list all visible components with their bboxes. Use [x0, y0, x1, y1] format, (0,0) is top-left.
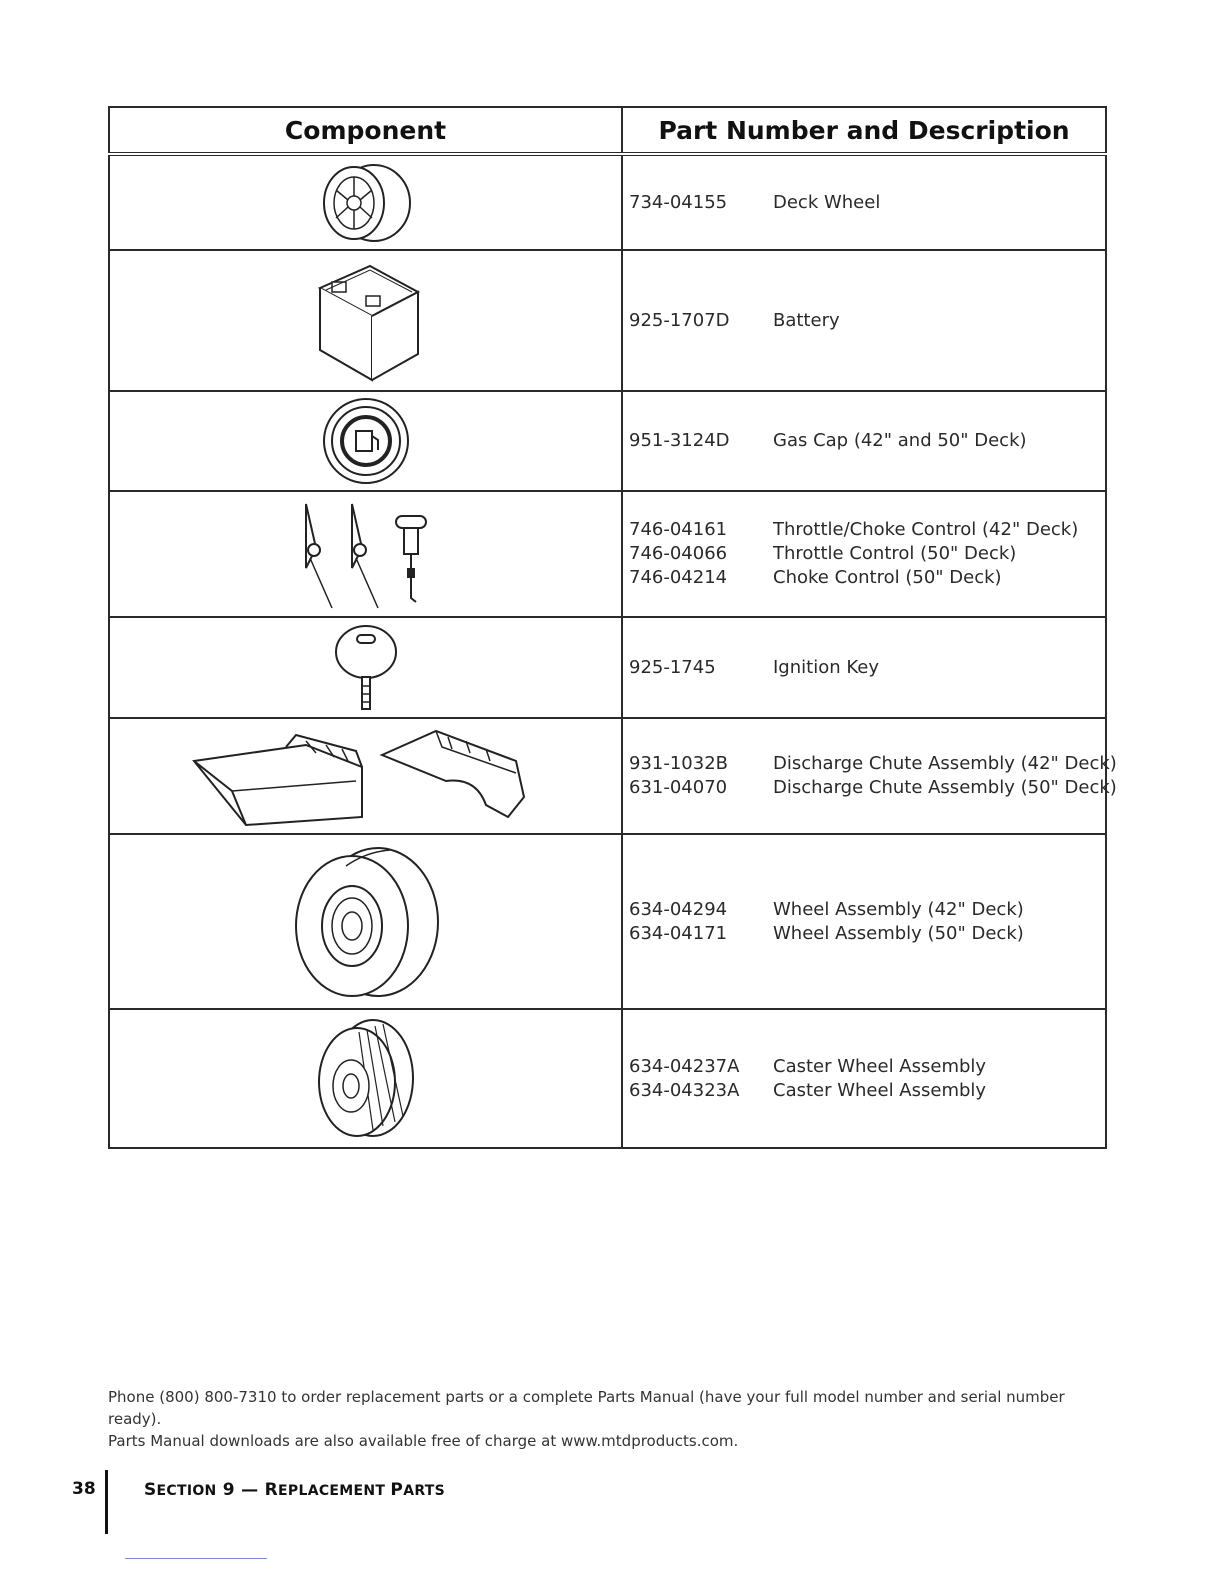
part-description: Throttle Control (50" Deck): [773, 543, 1017, 564]
part-line: [629, 518, 1105, 542]
table-header-row: [109, 107, 1106, 154]
table-row: [109, 250, 1106, 391]
description-cell: [622, 250, 1106, 391]
component-cell: [109, 250, 622, 391]
part-line: [629, 752, 1117, 776]
section-title-part: S: [144, 1480, 157, 1500]
component-cell: [109, 834, 622, 1009]
parts-table: [108, 106, 1117, 1149]
throttle-choke-control-icon: [286, 498, 446, 610]
part-number: 634-04294: [629, 898, 728, 920]
part-description: Throttle/Choke Control (42" Deck): [773, 519, 1079, 540]
section-title-part: EPLACEMENT: [278, 1483, 386, 1499]
component-cell: [109, 154, 622, 250]
table-row: [109, 391, 1106, 491]
component-cell: [109, 491, 622, 617]
part-line: [629, 776, 1117, 800]
part-description: Gas Cap (42" and 50" Deck): [773, 430, 1027, 451]
table-row: [109, 154, 1106, 250]
part-number: 634-04237A: [629, 1055, 740, 1077]
description-cell: [622, 391, 1106, 491]
part-description: Discharge Chute Assembly (42" Deck): [773, 753, 1117, 774]
part-number: 746-04066: [629, 543, 728, 564]
description-cell: [622, 1009, 1106, 1148]
part-number: 746-04214: [629, 567, 728, 588]
section-title-part: ECTION: [156, 1483, 217, 1499]
component-cell: [109, 718, 622, 834]
part-description: Caster Wheel Assembly: [773, 1079, 987, 1101]
part-line: [629, 191, 1105, 215]
ignition-key-icon: [331, 622, 401, 714]
table-row: [109, 834, 1106, 1009]
part-number: 925-1707D: [629, 309, 730, 331]
part-number: 634-04171: [629, 922, 728, 944]
ordering-note-line: Phone (800) 800-7310 to order replacement parts or a complete Parts Manual (have your full model number and serial number ready).: [108, 1388, 1065, 1428]
part-number: 951-3124D: [629, 430, 730, 451]
table-row: [109, 1009, 1106, 1148]
part-description: Wheel Assembly (42" Deck): [773, 898, 1024, 920]
footer-divider: [105, 1470, 108, 1534]
part-line: [629, 309, 1105, 333]
component-cell: [109, 617, 622, 718]
section-title-part: ARTS: [403, 1483, 446, 1499]
description-cell: [622, 491, 1106, 617]
ordering-note-line: Parts Manual downloads are also available free of charge at www.mtdproducts.com.: [108, 1432, 739, 1450]
section-title-part: R: [264, 1480, 279, 1500]
part-description: Ignition Key: [773, 656, 879, 678]
part-number: 925-1745: [629, 656, 716, 678]
table-row: [109, 491, 1106, 617]
section-title: [144, 1480, 445, 1500]
table-row: [109, 617, 1106, 718]
gas-cap-icon: [318, 396, 414, 486]
page-number: 38: [72, 1479, 96, 1499]
part-line: [629, 542, 1105, 566]
part-line: [629, 898, 1105, 922]
part-line: [629, 1055, 1105, 1079]
part-line: [629, 656, 1105, 680]
part-description: Wheel Assembly (50" Deck): [773, 922, 1024, 944]
part-number: 734-04155: [629, 191, 728, 213]
battery-icon: [306, 258, 426, 384]
part-line: [629, 1079, 1105, 1103]
caster-wheel-icon: [311, 1016, 421, 1142]
description-cell: [622, 834, 1106, 1009]
part-number: 634-04323A: [629, 1079, 740, 1101]
part-description: Caster Wheel Assembly: [773, 1055, 987, 1077]
part-header: Part Number and Description: [622, 107, 1106, 154]
component-cell: [109, 1009, 622, 1148]
part-line: [629, 566, 1105, 590]
part-number: 931-1032B: [629, 753, 729, 774]
underline-mark: [125, 1558, 267, 1559]
part-description: Battery: [773, 309, 840, 331]
ordering-note: [108, 1386, 1118, 1452]
part-description: Discharge Chute Assembly (50" Deck): [773, 777, 1117, 798]
part-number: 631-04070: [629, 777, 728, 798]
description-cell: [622, 718, 1117, 834]
part-line: [629, 922, 1105, 946]
section-title-part: P: [390, 1480, 404, 1500]
part-description: Choke Control (50" Deck): [773, 567, 1002, 588]
section-title-part: 9 —: [216, 1480, 265, 1500]
table-row: [109, 718, 1106, 834]
part-description: Deck Wheel: [773, 191, 881, 213]
component-header: Component: [109, 107, 622, 154]
component-cell: [109, 391, 622, 491]
discharge-chute-icon: [186, 721, 546, 831]
part-line: [629, 429, 1105, 453]
wheel-assembly-icon: [286, 842, 446, 1002]
deck-wheel-icon: [306, 160, 426, 246]
part-number: 746-04161: [629, 519, 728, 540]
description-cell: [622, 154, 1106, 250]
description-cell: [622, 617, 1106, 718]
